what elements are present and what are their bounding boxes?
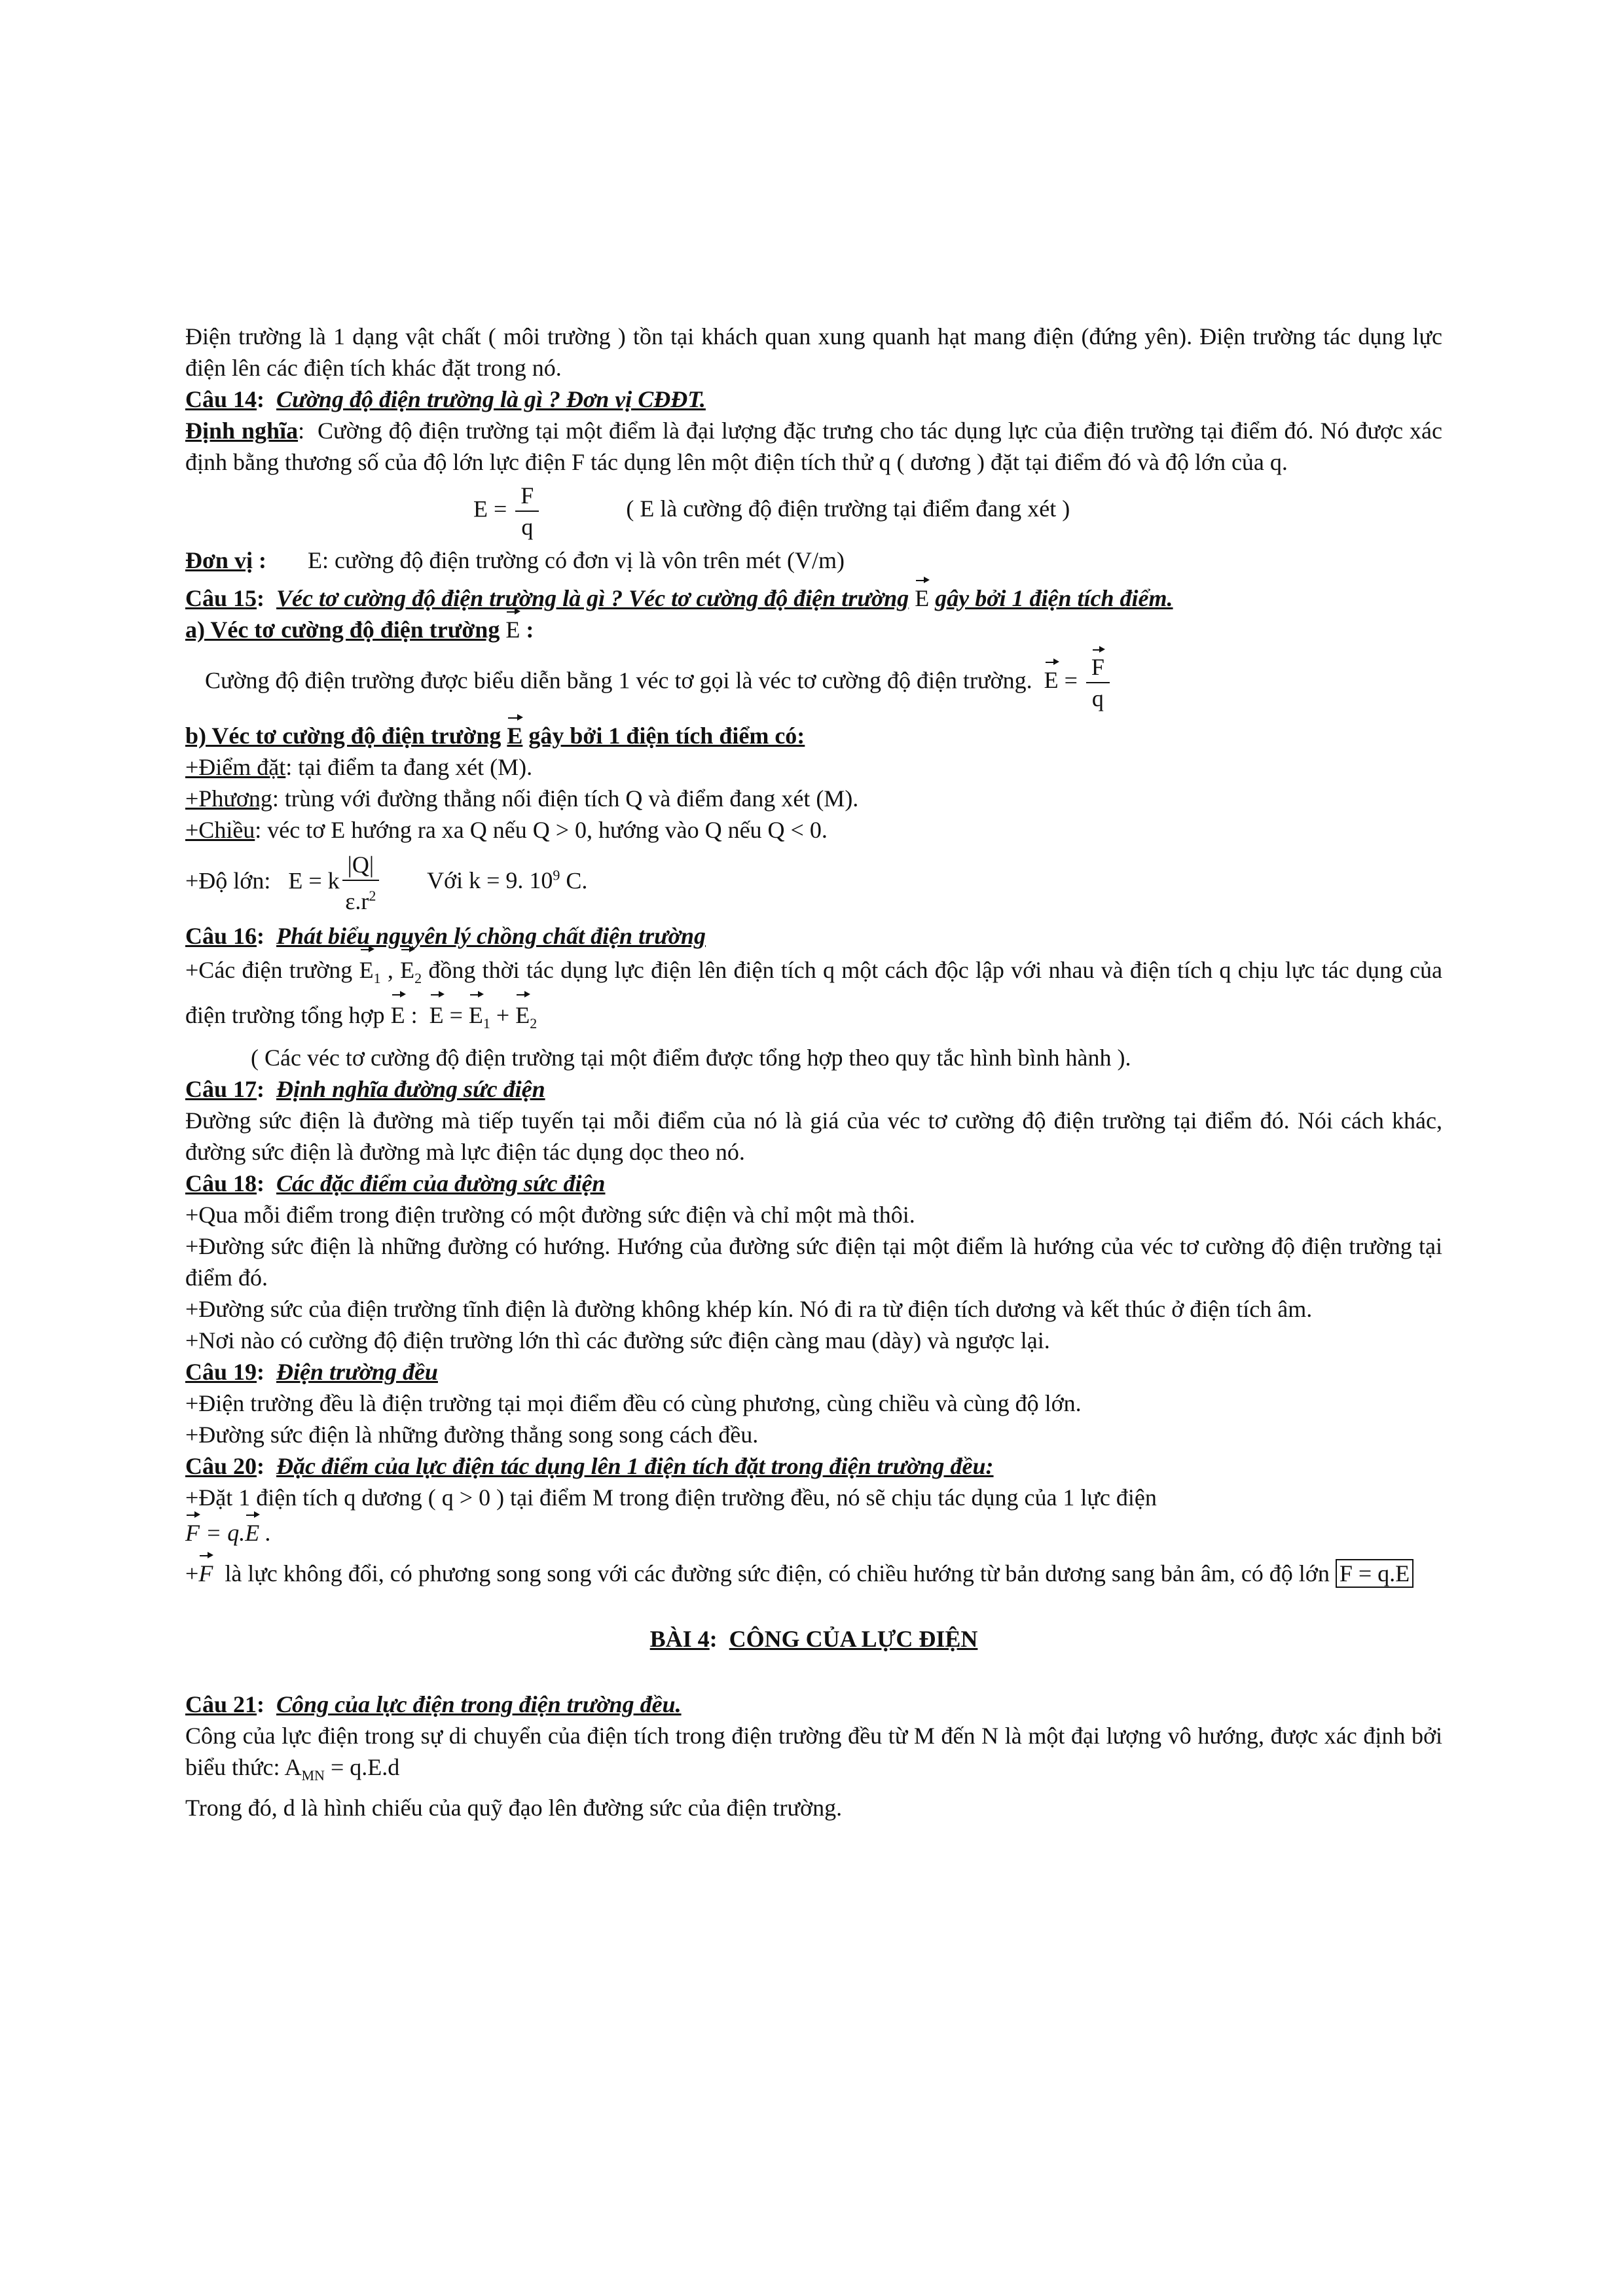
list-item: +Điện trường đều là điện trường tại mọi điểm đều có cùng phương, cùng chiều và cùng độ lớn. xyxy=(185,1390,1082,1417)
question-19-heading: Câu 19: Điện trường đều xyxy=(185,1359,438,1386)
superposition-note: ( Các véc tơ cường độ điện trường tại một điểm được tổng hợp theo quy tắc hình bình hành ). xyxy=(251,1045,1131,1071)
question-15-part-b-heading: b) Véc tơ cường độ điện trường E gây bởi 1 điện tích điểm có: xyxy=(185,720,1442,751)
question-21-heading: Câu 21: Công của lực điện trong điện trường đều. xyxy=(185,1691,682,1718)
list-item: +Đường sức của điện trường tĩnh điện là đường không khép kín. Nó đi ra từ điện tích dương và kết thúc ở điện tích âm. xyxy=(185,1296,1313,1323)
question-15-part-a-heading: a) Véc tơ cường độ điện trường E : xyxy=(185,614,1442,645)
list-item: +Nơi nào có cường độ điện trường lớn thì các đường sức điện càng mau (dày) và ngược lại. xyxy=(185,1327,1050,1354)
question-14-formula: E = $\frac{F}{q}$ ( E là cường độ điện trường tại điểm đang xét ) xyxy=(185,480,1442,542)
work-note: Trong đó, d là hình chiếu của quỹ đạo lên đường sức của điện trường. xyxy=(185,1794,843,1821)
question-15-heading: Câu 15: Véc tơ cường độ điện trường là gì ? Véc tơ cường độ điện trường E gây bởi 1 điện tích điểm. xyxy=(185,583,1442,614)
uniform-force-text: +Đặt 1 điện tích q dương ( q > 0 ) tại điểm M trong điện trường đều, nó sẽ chịu tác dụng của 1 lực điện xyxy=(185,1484,1157,1511)
force-formula: F = q.E . xyxy=(185,1517,1442,1549)
question-14-heading: Câu 14: Cường độ điện trường là gì ? Đơn vị CĐĐT. xyxy=(185,386,706,412)
list-item: +Qua mỗi điểm trong điện trường có một đường sức điện và chỉ một mà thôi. xyxy=(185,1202,915,1229)
superposition-text: +Các điện trường $E_1$ , $E_2$ đồng thời tác dụng lực điện lên điện tích q một cách độc lập với nhau và điện tích q chịu lực tác dụng của điện trường tổng hợp E : $E = E_1 + E_2$ xyxy=(185,952,1442,1042)
question-20-heading: Câu 20: Đặc điểm của lực điện tác dụng lên 1 điện tích đặt trong điện trường đều: xyxy=(185,1453,994,1480)
question-14-unit: Đơn vị : E: cường độ điện trường có đơn vị là vôn trên mét (V/m) xyxy=(185,547,845,573)
field-line-definition: Đường sức điện là đường mà tiếp tuyến tại mỗi điểm của nó là giá của véc tơ cường độ điện trường tại điểm đó. Nói cách khác, đường sức điện là đường mà lực điện tác dụng dọc theo nó. xyxy=(185,1107,1442,1166)
question-16-heading: Câu 16: Phát biểu nguyên lý chồng chất điện trường xyxy=(185,923,706,949)
vector-E: E xyxy=(915,583,929,614)
work-definition: Công của lực điện trong sự di chuyển của điện tích trong điện trường đều từ M đến N là một đại lượng vô hướng, được xác định bởi biểu thức: $A_{MN} = q.E.d$ xyxy=(185,1723,1442,1784)
intro-paragraph: Điện trường là 1 dạng vật chất ( môi trường ) tồn tại khách quan xung quanh hạt mang điện (đứng yên). Điện trường tác dụng lực điện lên các điện tích khác đặt trong nó. xyxy=(185,323,1442,381)
question-17-heading: Câu 17: Định nghĩa đường sức điện xyxy=(185,1076,545,1103)
list-item: +Đường sức điện là những đường thẳng song song cách đều. xyxy=(185,1422,759,1448)
question-15-part-a-text: Cường độ điện trường được biểu diễn bằng 1 véc tơ gọi là véc tơ cường độ điện trường. E = $\frac{F}{q}$ xyxy=(185,652,1442,713)
direction-line: +Phương: trùng với đường thẳng nối điện tích Q và điểm đang xét (M). xyxy=(185,785,859,812)
list-item: +Đường sức điện là những đường có hướng. Hướng của đường sức điện tại một điểm là hướng của véc tơ cường độ điện trường tại điểm đó. xyxy=(185,1233,1442,1291)
document-page xyxy=(185,321,1442,1823)
point-of-application: +Điểm đặt: tại điểm ta đang xét (M). xyxy=(185,754,533,780)
lesson-4-title: BÀI 4: CÔNG CỦA LỰC ĐIỆN xyxy=(649,1626,978,1653)
formula-fraction: $\frac{F}{q}$ xyxy=(515,480,539,542)
boxed-formula: F = q.E xyxy=(1336,1559,1413,1588)
magnitude-formula: +Độ lớn: E = k $\frac{|Q|}{\varepsilon.r^2}$ Với k = 9. $10^9$ C. xyxy=(185,850,1442,916)
constant-force-text: +F là lực không đổi, có phương song song với các đường sức điện, có chiều hướng từ bản dương sang bản âm, có độ lớn F = q.E xyxy=(185,1558,1442,1589)
question-14-definition: Định nghĩa: Cường độ điện trường tại một điểm là đại lượng đặc trưng cho tác dụng lực của điện trường tại điểm đó. Nó được xác định bằng thương số của độ lớn lực điện F tác dụng lên một điện tích thử q ( dương ) đặt tại điểm đó và độ lớn của q. xyxy=(185,418,1442,475)
direction-sense: +Chiều: véc tơ E hướng ra xa Q nếu Q > 0, hướng vào Q nếu Q < 0. xyxy=(185,817,828,843)
question-18-heading: Câu 18: Các đặc điểm của đường sức điện xyxy=(185,1170,606,1197)
